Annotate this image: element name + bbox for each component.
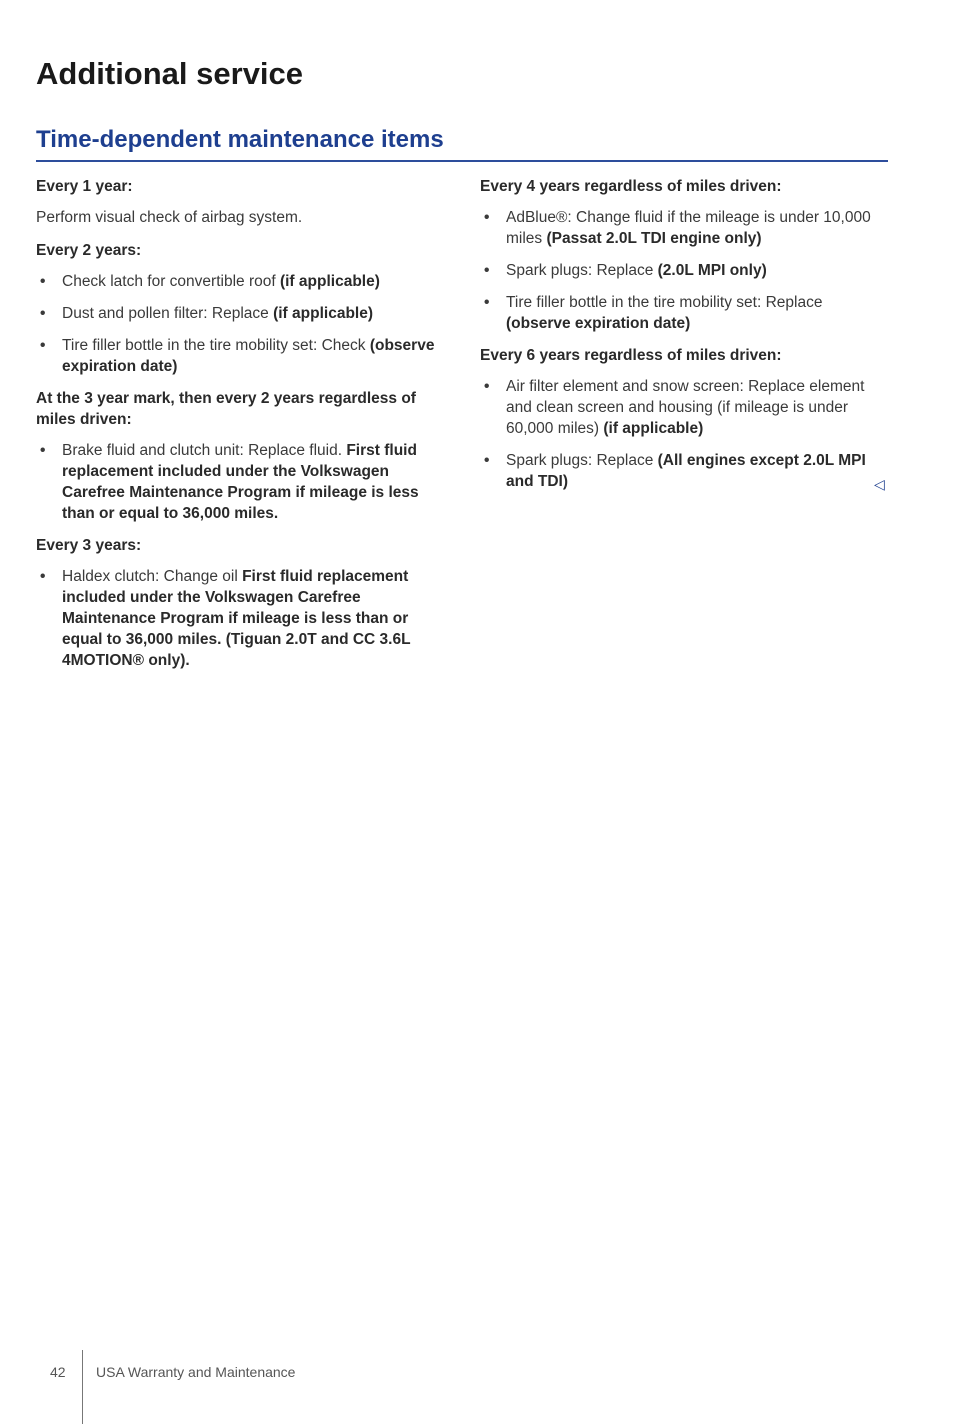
section-title: Time-dependent maintenance items bbox=[36, 126, 444, 153]
heading-3-year-mark: At the 3 year mark, then every 2 years regardless of miles driven: bbox=[36, 390, 416, 428]
bullet-icon: • bbox=[40, 568, 46, 585]
left-column bbox=[36, 176, 444, 682]
bullet-icon: • bbox=[40, 305, 46, 322]
list-item: • AdBlue®: Change fluid if the mileage is under 10,000 miles (Passat 2.0L TDI engine only) bbox=[484, 209, 871, 247]
list-item: • Spark plugs: Replace (2.0L MPI only) bbox=[484, 262, 767, 279]
heading-every-6-years: Every 6 years regardless of miles driven: bbox=[480, 347, 782, 364]
airbag-check-text: Perform visual check of airbag system. bbox=[36, 209, 303, 226]
heading-every-2-years: Every 2 years: bbox=[36, 242, 142, 259]
bullet-icon: • bbox=[484, 378, 490, 395]
bullet-icon: • bbox=[40, 337, 46, 354]
list-item: • Haldex clutch: Change oil First fluid replacement included under the Volkswagen Carefree Maintenance Program if mileage is less than or equal to 36,000 miles. (Tiguan 2.0T and CC 3.6L 4MOTION® only). bbox=[40, 568, 411, 669]
bullet-icon: • bbox=[484, 452, 490, 469]
heading-every-4-years: Every 4 years regardless of miles driven: bbox=[480, 178, 782, 195]
bullet-icon: • bbox=[484, 294, 490, 311]
list-item: • Check latch for convertible roof (if applicable) bbox=[40, 273, 380, 290]
page-title: Additional service bbox=[36, 56, 304, 91]
list-item: • Tire filler bottle in the tire mobility set: Check (observe expiration date) bbox=[40, 337, 435, 375]
bullet-icon: • bbox=[40, 442, 46, 459]
list-item: • Dust and pollen filter: Replace (if applicable) bbox=[40, 305, 373, 322]
list-3-year-mark bbox=[36, 440, 444, 524]
list-every-3-years bbox=[36, 566, 444, 671]
list-every-6-years bbox=[480, 376, 888, 492]
list-item: • Air filter element and snow screen: Replace element and clean screen and housing (if mileage is under 60,000 miles) (if applicable) bbox=[484, 378, 865, 437]
bullet-icon: • bbox=[40, 273, 46, 290]
heading-every-3-years: Every 3 years: bbox=[36, 537, 142, 554]
footer-title: USA Warranty and Maintenance bbox=[96, 1364, 296, 1380]
end-of-section-triangle-icon: ◁ bbox=[874, 476, 885, 492]
heading-every-1-year: Every 1 year: bbox=[36, 178, 133, 195]
bullet-icon: • bbox=[484, 209, 490, 226]
list-every-4-years bbox=[480, 207, 888, 334]
footer-divider bbox=[82, 1350, 83, 1424]
section-divider bbox=[36, 160, 888, 162]
list-item: • Tire filler bottle in the tire mobility set: Replace (observe expiration date) bbox=[484, 294, 823, 332]
right-column bbox=[480, 176, 888, 503]
page-number: 42 bbox=[50, 1364, 66, 1380]
list-every-2-years bbox=[36, 271, 444, 377]
bullet-icon: • bbox=[484, 262, 490, 279]
list-item: • Brake fluid and clutch unit: Replace fluid. First fluid replacement included under the Volkswagen Carefree Maintenance Program if mileage is less than or equal to 36,000 miles. bbox=[40, 442, 419, 522]
list-item: • Spark plugs: Replace (All engines except 2.0L MPI and TDI) bbox=[484, 452, 866, 490]
